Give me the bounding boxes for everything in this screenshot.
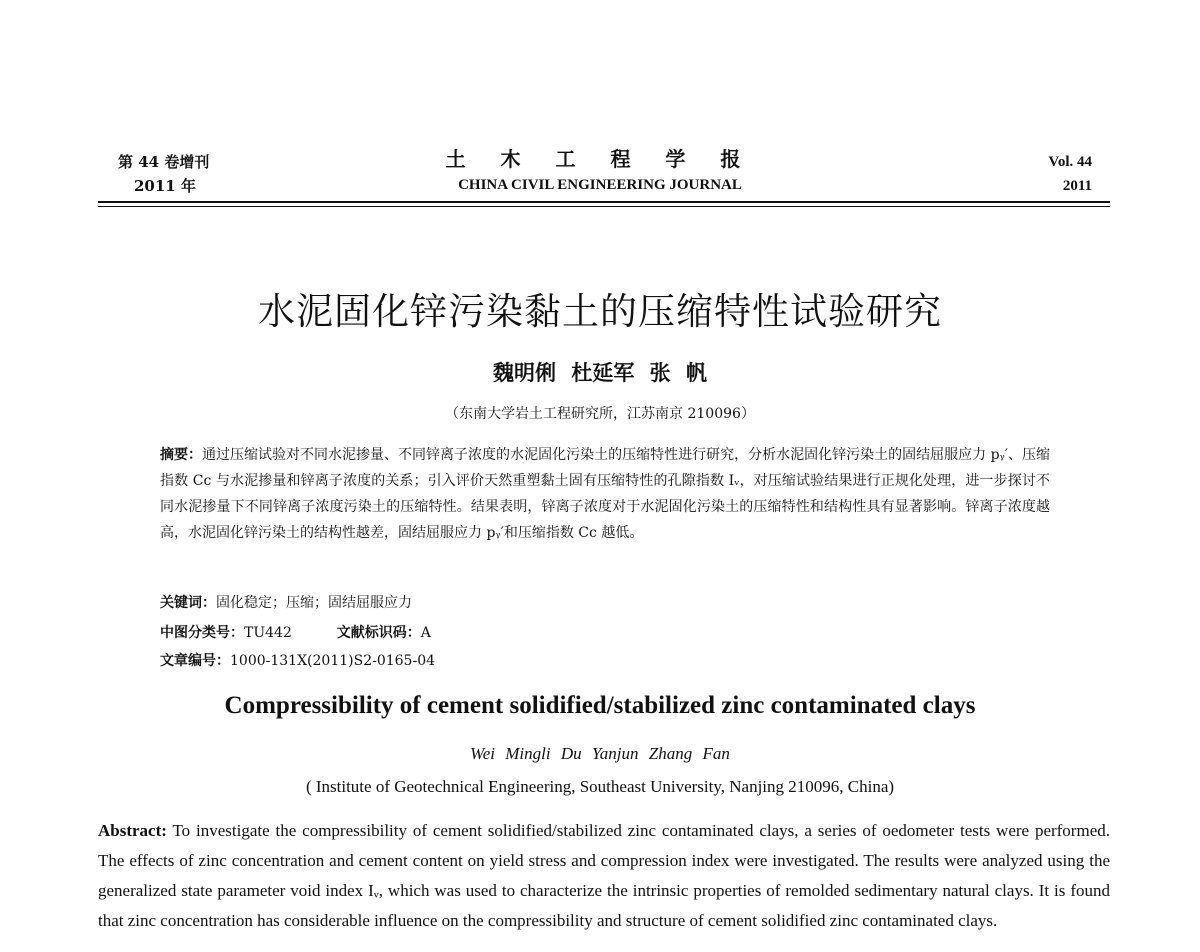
abstract-en [98, 816, 1110, 936]
volume-issue: 第 44 卷增刊 [118, 153, 210, 171]
keywords-line [160, 592, 412, 614]
journal-title-en: CHINA CIVIL ENGINEERING JOURNAL [458, 177, 742, 193]
clc-value: TU442 [244, 625, 292, 641]
abstract-label-en: Abstract: [98, 821, 167, 840]
doc-code-label: 文献标识码： [336, 625, 421, 641]
keywords-label: 关键词： [160, 595, 216, 611]
journal-header [0, 146, 1200, 196]
abstract-cn [160, 442, 1050, 546]
doc-code-value: A [420, 625, 431, 641]
year-en: 2011 [1062, 178, 1092, 194]
abstract-text-en: To investigate the compressibility of cement solidified/stabilized zinc contaminated clays, a series of oedometer tests were performed. The effects of zinc concentration and cement content on yield stress and compression index were investigated. The results were analyzed using the generalized state parameter void index Iᵥ, which was used to characterize the intrinsic properties of remolded sedimentary natural clays. It is found that zinc concentration has considerable influence on the compressibility and structure of cement solidified zinc contaminated clays. [98, 821, 1110, 930]
paper-title-en: Compressibility of cement solidified/stabilized zinc contaminated clays [224, 692, 976, 719]
authors-en: Wei Mingli Du Yanjun Zhang Fan [470, 744, 730, 763]
header-right [1048, 150, 1092, 198]
classification-line [160, 622, 431, 644]
paper-title-cn: 水泥固化锌污染黏土的压缩特性试验研究 [258, 290, 942, 333]
header-rule-thin [98, 206, 1110, 207]
header-rule-thick [98, 201, 1110, 203]
affiliation-cn: （东南大学岩土工程研究所，江苏南京 210096） [445, 406, 755, 422]
volume-en: Vol. 44 [1048, 154, 1092, 170]
authors-cn: 魏明俐 杜延军 张 帆 [493, 360, 707, 385]
article-no-value: 1000-131X(2011)S2-0165-04 [230, 653, 436, 669]
keywords-value: 固化稳定；压缩；固结屈服应力 [216, 595, 412, 611]
clc-label: 中图分类号： [160, 625, 244, 641]
journal-title-cn: 土 木 工 程 学 报 [445, 147, 755, 171]
abstract-label-cn: 摘要： [160, 447, 203, 463]
article-number-line [160, 650, 435, 672]
year-cn: 2011 年 [134, 177, 196, 195]
abstract-text-cn: 通过压缩试验对不同水泥掺量、不同锌离子浓度的水泥固化污染土的压缩特性进行研究，分析水泥固化锌污染土的固结屈服应力 pᵧ′、压缩指数 Cc 与水泥掺量和锌离子浓度的关系；引入评价天然重塑黏土固有压缩特性的孔隙指数 Iᵥ，对压缩试验结果进行正规化处理，进一步探讨不同水泥掺量下不同锌离子浓度污染土的压缩特性。结果表明，锌离子浓度对于水泥固化污染土的压缩特性和结构性具有显著影响。锌离子浓度越高，水泥固化锌污染土的结构性越差，固结屈服应力 pᵧ′和压缩指数 Cc 越低。 [160, 447, 1051, 541]
affiliation-en: ( Institute of Geotechnical Engineering, Southeast University, Nanjing 210096, China) [305, 777, 895, 796]
article-no-label: 文章编号： [160, 653, 230, 669]
